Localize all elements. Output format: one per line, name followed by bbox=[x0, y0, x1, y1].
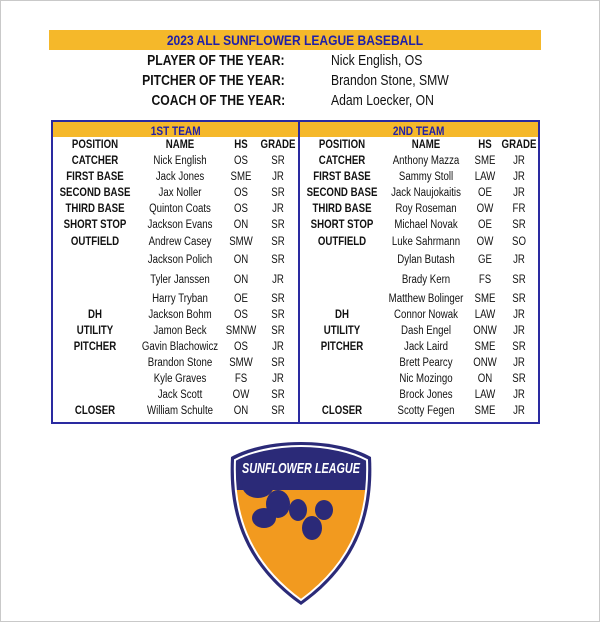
player-name-cell: Brady Kern bbox=[401, 274, 451, 287]
award-label: PLAYER OF THE YEAR: bbox=[147, 53, 285, 69]
high-school-cell: SMW bbox=[229, 356, 253, 369]
table-row bbox=[53, 272, 298, 291]
table-row bbox=[300, 355, 538, 371]
player-name-cell: Quinton Coats bbox=[149, 203, 211, 216]
grade-cell: JR bbox=[513, 171, 525, 184]
high-school-cell: ON bbox=[233, 274, 249, 287]
player-name-cell: Andrew Casey bbox=[148, 235, 212, 248]
grade-cell: JR bbox=[272, 373, 284, 386]
grade-cell: SR bbox=[512, 219, 526, 232]
player-name-cell: Brett Pearcy bbox=[399, 356, 453, 369]
grade-cell: JR bbox=[513, 324, 525, 337]
table-row bbox=[300, 339, 538, 355]
high-school-cell: OE bbox=[478, 219, 492, 232]
table-row bbox=[300, 291, 538, 307]
column-header-grade: GRADE bbox=[260, 139, 296, 151]
table-row bbox=[53, 323, 298, 339]
player-name-cell: Dylan Butash bbox=[397, 254, 455, 267]
high-school-cell: SME bbox=[474, 340, 496, 353]
table-row bbox=[53, 185, 298, 201]
player-name-cell: Anthony Mazza bbox=[392, 155, 460, 168]
position-cell: PITCHER bbox=[73, 340, 117, 353]
high-school-cell: OS bbox=[234, 203, 248, 216]
grade-cell: SR bbox=[512, 292, 526, 305]
player-name-cell: Matthew Bolinger bbox=[388, 292, 464, 305]
player-name-cell: Michael Novak bbox=[394, 219, 458, 232]
player-name-cell: Roy Roseman bbox=[395, 203, 457, 216]
player-name-cell: Jack Laird bbox=[403, 340, 449, 353]
high-school-cell: LAW bbox=[474, 308, 496, 321]
position-cell: PITCHER bbox=[320, 340, 364, 353]
table-row bbox=[53, 201, 298, 217]
high-school-cell: ON bbox=[233, 254, 249, 267]
grade-cell: SR bbox=[271, 389, 285, 402]
position-cell: CLOSER bbox=[321, 405, 363, 418]
grade-cell: SO bbox=[512, 235, 526, 248]
table-row bbox=[53, 371, 298, 387]
grade-cell: JR bbox=[272, 340, 284, 353]
position-cell: THIRD BASE bbox=[65, 203, 125, 216]
player-name-cell: Nic Mozingo bbox=[399, 373, 453, 386]
grade-cell: SR bbox=[271, 219, 285, 232]
position-cell: OUTFIELD bbox=[70, 235, 120, 248]
grade-cell: SR bbox=[271, 155, 285, 168]
sunflower-league-logo bbox=[228, 440, 374, 606]
first-team-header bbox=[53, 122, 298, 137]
high-school-cell: FS bbox=[478, 274, 492, 287]
player-name-cell: Jack Jones bbox=[155, 171, 205, 184]
grade-cell: SR bbox=[271, 235, 285, 248]
table-row bbox=[300, 272, 538, 291]
position-cell: SHORT STOP bbox=[63, 219, 127, 232]
player-name-cell: Brock Jones bbox=[399, 389, 453, 402]
table-row bbox=[300, 403, 538, 419]
award-row bbox=[49, 71, 541, 91]
position-cell: CATCHER bbox=[318, 155, 366, 168]
award-label: COACH OF THE YEAR: bbox=[151, 93, 285, 109]
high-school-cell: OS bbox=[234, 187, 248, 200]
high-school-cell: ONW bbox=[473, 324, 497, 337]
position-cell: DH bbox=[88, 308, 102, 321]
position-cell: CATCHER bbox=[71, 155, 119, 168]
award-row bbox=[49, 91, 541, 111]
high-school-cell: GE bbox=[478, 254, 492, 267]
player-name-cell: Jax Noller bbox=[158, 187, 202, 200]
table-row bbox=[53, 307, 298, 323]
grade-cell: JR bbox=[272, 274, 284, 287]
high-school-cell: OS bbox=[234, 308, 248, 321]
position-cell: UTILITY bbox=[323, 324, 361, 337]
grade-cell: SR bbox=[271, 292, 285, 305]
player-name-cell: Jack Naujokaitis bbox=[391, 187, 461, 200]
position-cell: SECOND BASE bbox=[306, 187, 378, 200]
grade-cell: FR bbox=[512, 203, 526, 216]
grade-cell: SR bbox=[512, 274, 526, 287]
position-cell: OUTFIELD bbox=[317, 235, 367, 248]
high-school-cell: ON bbox=[477, 373, 493, 386]
position-cell: THIRD BASE bbox=[312, 203, 372, 216]
table-row bbox=[53, 355, 298, 371]
table-row bbox=[300, 201, 538, 217]
player-name-cell: Luke Sahrmann bbox=[391, 235, 461, 248]
award-value: Nick English, OS bbox=[331, 53, 423, 69]
high-school-cell: SMW bbox=[229, 235, 253, 248]
award-row bbox=[49, 51, 541, 71]
high-school-cell: OE bbox=[234, 292, 248, 305]
high-school-cell: FS bbox=[234, 373, 248, 386]
grade-cell: JR bbox=[513, 356, 525, 369]
high-school-cell: SME bbox=[230, 171, 252, 184]
awards-section bbox=[49, 51, 541, 111]
grade-cell: SR bbox=[271, 254, 285, 267]
player-name-cell: Kyle Graves bbox=[153, 373, 207, 386]
grade-cell: SR bbox=[512, 373, 526, 386]
grade-cell: SR bbox=[271, 187, 285, 200]
column-header-hs: HS bbox=[234, 139, 248, 151]
grade-cell: JR bbox=[272, 203, 284, 216]
player-name-cell: Jamon Beck bbox=[153, 324, 207, 337]
player-name-cell: Jack Scott bbox=[157, 389, 203, 402]
position-cell: SECOND BASE bbox=[59, 187, 131, 200]
position-cell: UTILITY bbox=[76, 324, 114, 337]
player-name-cell: Jackson Bohm bbox=[148, 308, 212, 321]
high-school-cell: SME bbox=[474, 292, 496, 305]
high-school-cell: OW bbox=[232, 389, 250, 402]
table-row bbox=[53, 291, 298, 307]
column-header-position: POSITION bbox=[71, 139, 119, 151]
high-school-cell: SME bbox=[474, 155, 496, 168]
player-name-cell: Scotty Fegen bbox=[397, 405, 455, 418]
first-team-panel bbox=[53, 122, 300, 422]
second-team-rows bbox=[300, 153, 538, 419]
column-header-grade: GRADE bbox=[501, 139, 537, 151]
position-cell: SHORT STOP bbox=[310, 219, 374, 232]
grade-cell: JR bbox=[513, 308, 525, 321]
player-name-cell: Connor Nowak bbox=[394, 308, 458, 321]
grade-cell: JR bbox=[272, 171, 284, 184]
table-row bbox=[300, 234, 538, 253]
position-cell: FIRST BASE bbox=[66, 171, 124, 184]
logo-text: SUNFLOWER LEAGUE bbox=[242, 460, 361, 477]
player-name-cell: William Schulte bbox=[146, 405, 214, 418]
high-school-cell: LAW bbox=[474, 171, 496, 184]
grade-cell: JR bbox=[513, 187, 525, 200]
grade-cell: SR bbox=[271, 324, 285, 337]
table-row bbox=[300, 252, 538, 272]
grade-cell: JR bbox=[513, 405, 525, 418]
table-row bbox=[53, 153, 298, 169]
second-team-panel bbox=[300, 122, 538, 422]
table-row bbox=[300, 169, 538, 185]
high-school-cell: LAW bbox=[474, 389, 496, 402]
column-header-row bbox=[53, 137, 298, 153]
player-name-cell: Gavin Blachowicz bbox=[141, 340, 219, 353]
player-name-cell: Tyler Janssen bbox=[150, 274, 210, 287]
column-header-row bbox=[300, 137, 538, 153]
table-row bbox=[300, 185, 538, 201]
column-header-name: NAME bbox=[165, 139, 195, 151]
first-team-rows bbox=[53, 153, 298, 419]
grade-cell: SR bbox=[271, 308, 285, 321]
high-school-cell: OW bbox=[476, 203, 494, 216]
high-school-cell: OS bbox=[234, 155, 248, 168]
award-value: Adam Loecker, ON bbox=[331, 93, 434, 109]
page-title-bar bbox=[49, 30, 541, 50]
first-team-heading: 1ST TEAM bbox=[150, 124, 201, 138]
high-school-cell: SMNW bbox=[225, 324, 257, 337]
table-row bbox=[300, 307, 538, 323]
table-row bbox=[300, 323, 538, 339]
high-school-cell: ONW bbox=[473, 356, 497, 369]
player-name-cell: Sammy Stoll bbox=[398, 171, 454, 184]
table-row bbox=[300, 153, 538, 169]
player-name-cell: Nick English bbox=[153, 155, 207, 168]
player-name-cell: Jackson Polich bbox=[147, 254, 213, 267]
table-row bbox=[300, 371, 538, 387]
grade-cell: SR bbox=[512, 340, 526, 353]
column-header-name: NAME bbox=[411, 139, 441, 151]
award-value: Brandon Stone, SMW bbox=[331, 73, 449, 89]
position-cell: CLOSER bbox=[74, 405, 116, 418]
position-cell: DH bbox=[335, 308, 349, 321]
position-cell: FIRST BASE bbox=[313, 171, 371, 184]
column-header-position: POSITION bbox=[318, 139, 366, 151]
second-team-heading: 2ND TEAM bbox=[393, 124, 445, 138]
table-row bbox=[300, 387, 538, 403]
grade-cell: JR bbox=[513, 254, 525, 267]
player-name-cell: Jackson Evans bbox=[147, 219, 213, 232]
teams-table bbox=[51, 120, 540, 424]
high-school-cell: OW bbox=[476, 235, 494, 248]
grade-cell: SR bbox=[271, 356, 285, 369]
table-row bbox=[53, 252, 298, 272]
table-row bbox=[300, 217, 538, 233]
player-name-cell: Harry Tryban bbox=[152, 292, 208, 305]
high-school-cell: ON bbox=[233, 405, 249, 418]
table-row bbox=[53, 217, 298, 233]
column-header-hs: HS bbox=[478, 139, 492, 151]
high-school-cell: ON bbox=[233, 219, 249, 232]
second-team-header bbox=[300, 122, 538, 137]
table-row bbox=[53, 339, 298, 355]
table-row bbox=[53, 234, 298, 253]
table-row bbox=[53, 387, 298, 403]
table-row bbox=[53, 169, 298, 185]
player-name-cell: Brandon Stone bbox=[147, 356, 213, 369]
award-label: PITCHER OF THE YEAR: bbox=[142, 73, 285, 89]
high-school-cell: SME bbox=[474, 405, 496, 418]
high-school-cell: OS bbox=[234, 340, 248, 353]
player-name-cell: Dash Engel bbox=[401, 324, 451, 337]
table-row bbox=[53, 403, 298, 419]
high-school-cell: OE bbox=[478, 187, 492, 200]
grade-cell: JR bbox=[513, 389, 525, 402]
grade-cell: JR bbox=[513, 155, 525, 168]
page-title: 2023 ALL SUNFLOWER LEAGUE BASEBALL bbox=[166, 32, 424, 48]
grade-cell: SR bbox=[271, 405, 285, 418]
